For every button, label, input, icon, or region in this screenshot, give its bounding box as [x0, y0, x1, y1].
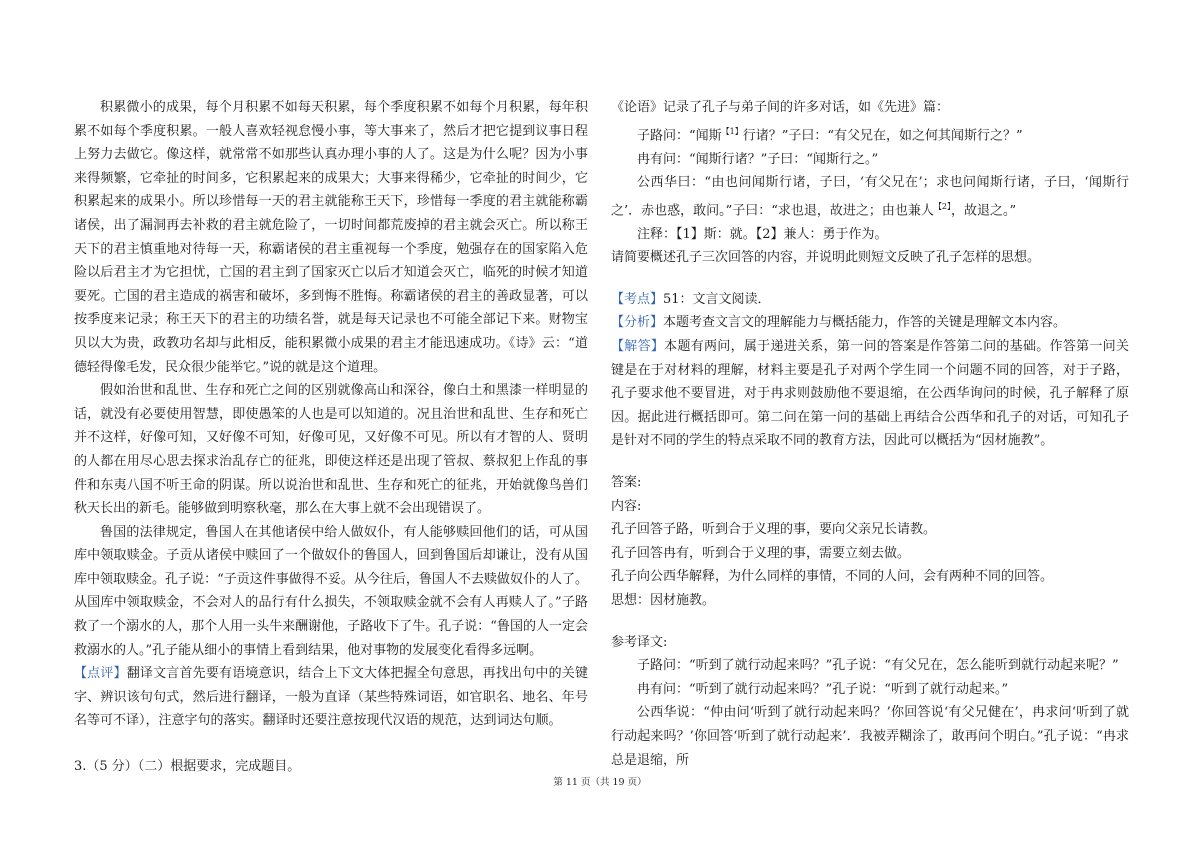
reference-translation-label: 参考译文:: [611, 634, 668, 650]
content-label: 内容:: [611, 498, 642, 514]
intro-line: 《论语》记录了孔子与弟子间的许多对话，如《先进》篇：: [611, 100, 950, 115]
dialogue-3: 公西华曰：“由也问闻斯行诸，子曰，‘有父兄在’；求也问闻斯行诸，子曰，‘闻斯行之’．赤也惑，敢问。”子曰：“求也退，故进之；由也兼人$^{【2】}$，故退之。”: [611, 175, 1129, 219]
answer-line-1: 孔子回答子路，听到合于义理的事，要向父亲兄长请教。: [611, 522, 937, 538]
reference-translation-2: 冉有问：“听到了就行动起来吗？”孔子说：“听到了就行动起来。”: [637, 681, 1009, 697]
translation-paragraph-1: 积累微小的成果，每个月积累不如每天积累，每个季度积累不如每个月积累，每年积累不如每个季度积累。一般人喜欢轻视怠慢小事，等大事来了，然后才把它提到议事日程上努力去做它。像这样，就常常不如那些认真办理小事的人了。这是为什么呢？因为小事来得频繁，它牵扯的时间多，它积累起来的成果大；大事来得稀少，它牵扯的时间少，它积累起来的成果小。所以珍惜每一天的君主就能称王天下，珍惜每一季度的君主就能称霸诸侯，出了漏洞再去补救的君主就危险了，一切时间都荒废掉的君主就会灭亡。所以称王天下的君主慎重地对待每一天，称霸诸侯的君主重视每一个季度，勉强存在的国家陷入危险以后君主才为它担忧，亡国的君主到了国家灭亡以后才知道会灭亡，临死的时候才知道要死。亡国的君主造成的祸害和破坏，多到悔不胜悔。称霸诸侯的君主的善政显著，可以按季度来记录；称王天下的君主的功绩名誉，就是每天记录也不可能全部记下来。财物宝贝以大为贵，政教功名却与此相反，能积累微小成果的君主才能迅速成功。《诗》云：“道德轻得像毛发，民众很少能举它。”说的就是这个道理。: [74, 100, 588, 375]
page-number-footer: 第 11 页（共 19 页）: [553, 777, 647, 788]
test-point-tag: 【考点】: [611, 291, 664, 307]
comment-text: 翻译文言首先要有语境意识，结合上下文大体把握全句意思，再找出句中的关键字、辨识该句句式，然后进行翻译，一般为直译（某些特殊词语，如官职名、地名、年号名等可不译），注意字句的落实。翻译时还要注意按现代汉语的规范，达到词达句顺。: [74, 666, 588, 729]
comment-tag: 【点评】: [74, 666, 127, 682]
analysis-tag: 【分析】: [611, 315, 664, 331]
reference-translation-3: 公西华说：“仲由问‘听到了就行动起来吗？’你回答说‘有父兄健在’，冉求问‘听到了就行动起来吗？’你回答‘听到了就行动起来’．我被弄糊涂了，敢再问个明白。”孔子说：“冉求总是退缩，所: [611, 705, 1129, 768]
solution: 【解答】本题有两问，属于递进关系，第一问的答案是作答第二问的基础。作答第一问关键是在于对材料的理解，材料主要是孔子对两个学生同一个问题不同的回答，对于子路，孔子要求他不要冒进，对于冉求则鼓励他不要退缩，在公西华询问的时候，孔子解释了原因。据此进行概括即可。第二问在第一问的基础上再结合公西华和孔子的对话，可知孔子是针对不同的学生的特点采取不同的教育方法，因此可以概括为“因材施教”。: [611, 339, 1129, 449]
translation-paragraph-3: 鲁国的法律规定，鲁国人在其他诸侯中给人做奴仆，有人能够赎回他们的话，可从国库中领取赎金。子贡从诸侯中赎回了一个做奴仆的鲁国人，回到鲁国后却谦让，没有从国库中领取赎金。孔子说：“子贡这件事做得不妥。从今往后，鲁国人不去赎做奴仆的人了。从国库中领取赎金，不会对人的品行有什么损失，不领取赎金就不会有人再赎人了。”子路救了一个溺水的人，那个人用一头牛来酬谢他，子路收下了牛。孔子说：“鲁国的人一定会救溺水的人。”孔子能从细小的事情上看到结果，他对事物的发展变化看得多远啊。: [74, 524, 588, 658]
translation-paragraph-2: 假如治世和乱世、生存和死亡之间的区别就像高山和深谷，像白土和黑漆一样明显的话，就没有必要使用智慧，即使愚笨的人也是可以知道的。况且治世和乱世、生存和死亡并不这样，好像可知，又好像不可知，好像可见，又好像不可见。所以有才智的人、贤明的人都在用尽心思去探求治乱存亡的征兆，即使这样还是出现了管叔、蔡叔犯上作乱的事件和东夷八国不听王命的阴谋。所以说治世和乱世、生存和死亡的征兆，开始就像鸟兽们秋天长出的新毛。能够做到明察秋毫，那么在大事上就不会出现错误了。: [74, 383, 588, 517]
answer-line-2: 孔子回答冉有，听到合于义理的事，需要立刻去做。: [611, 545, 911, 561]
answer-line-3: 孔子向公西华解释，为什么同样的事情，不同的人问，会有两种不同的回答。: [611, 569, 1054, 585]
left-column: [74, 96, 588, 779]
right-column: [611, 96, 1129, 772]
question-prompt: 请简要概述孔子三次回答的内容，并说明此则短文反映了孔子怎样的思想。: [611, 250, 1041, 266]
thought-line: 思想：因材施教。: [611, 592, 716, 608]
analysis: 【分析】本题考查文言文的理解能力与概括能力，作答的关键是理解文本内容。: [611, 315, 1067, 331]
solution-tag: 【解答】: [611, 339, 665, 354]
dialogue-1: 子路问：“闻斯$^{【1】}$行诸？”子曰：“有父兄在，如之何其闻斯行之？”: [637, 126, 1023, 143]
answer-label: 答案:: [611, 474, 642, 490]
comment-block: [74, 662, 588, 733]
annotation-note: 注释：【1】斯：就。【2】兼人：勇于作为。: [637, 226, 888, 242]
question-3-heading: 3.（5 分）（二）根据要求，完成题目。: [74, 759, 301, 775]
test-point: 【考点】51：文言文阅读．: [611, 291, 771, 307]
reference-translation-1: 子路问：“听到了就行动起来吗？”孔子说：“有父兄在，怎么能听到就行动起来呢？”: [637, 658, 1119, 674]
dialogue-2: 冉有问：“闻斯行诸？”子曰：“闻斯行之。”: [637, 151, 879, 167]
